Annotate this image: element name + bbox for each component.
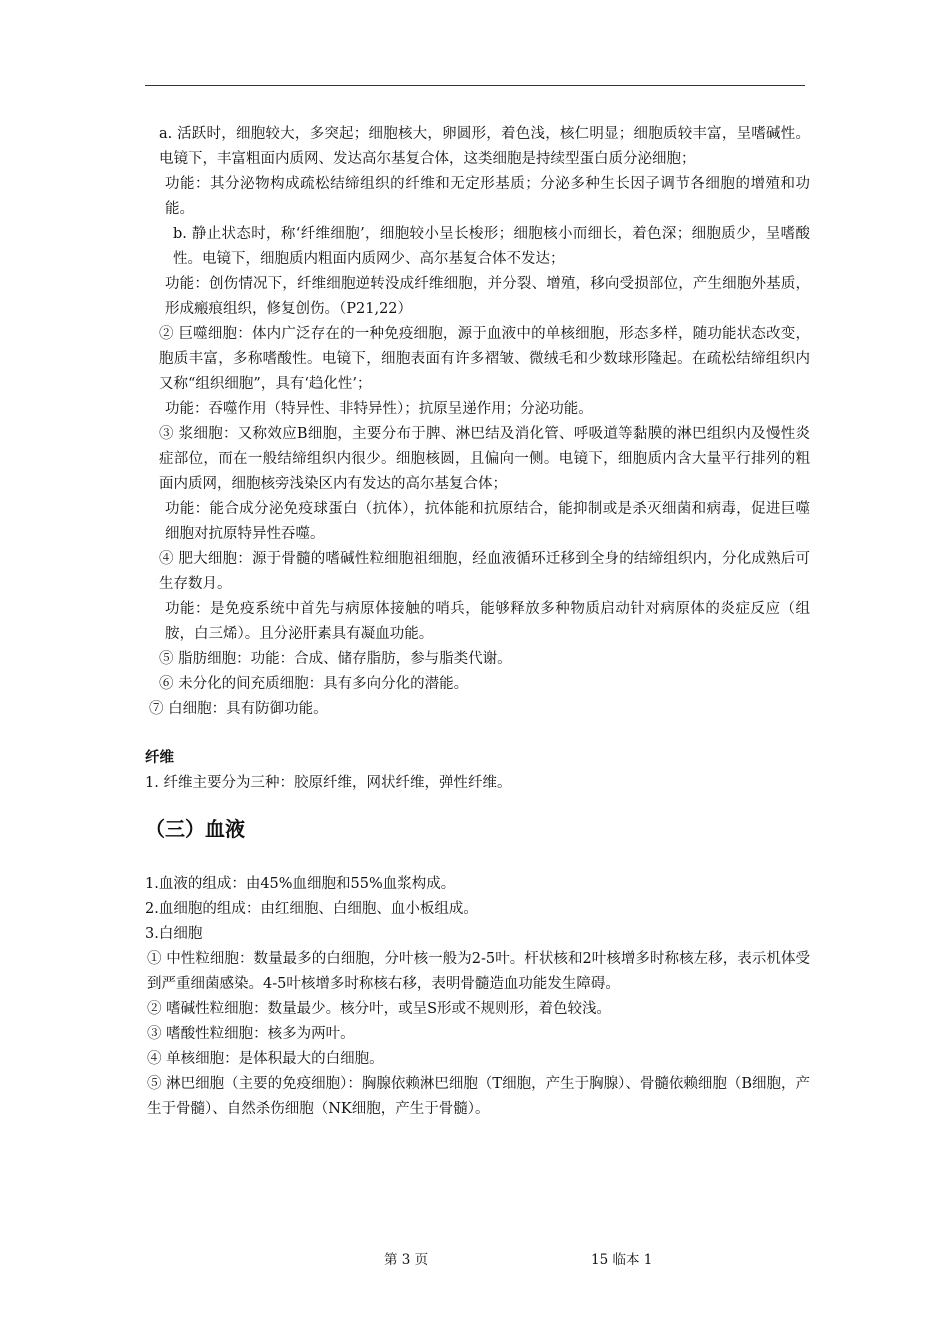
paragraph: 功能：创伤情况下，纤维细胞逆转没成纤维细胞，并分裂、增殖，移向受损部位，产生细胞外基质，形成瘢痕组织，修复创伤。（P21,22） — [165, 276, 810, 317]
paragraph: 2.血细胞的组成：由红细胞、白细胞、血小板组成。 — [145, 901, 478, 917]
paragraph: ⑥ 未分化的间充质细胞：具有多向分化的潜能。 — [159, 676, 469, 692]
paragraph: ⑤ 淋巴细胞（主要的免疫细胞）：胸腺依赖淋巴细胞（T细胞，产生于胸腺）、骨髓依赖细胞（B细胞，产生于骨髓）、自然杀伤细胞（NK细胞，产生于骨髓）。 — [147, 1076, 810, 1117]
paragraph: 功能：吞噬作用（特异性、非特异性）；抗原呈递作用；分泌功能。 — [165, 401, 593, 417]
paragraph: b. 静止状态时，称‘纤维细胞’，细胞较小呈长梭形；细胞核小而细长，着色深；细胞质少，呈嗜酸性。电镜下，细胞质内粗面内质网少、高尔基复合体不发达； — [173, 226, 810, 267]
section-heading-fiber: 纤维 — [145, 750, 174, 766]
paragraph: ③ 嗜酸性粒细胞：核多为两叶。 — [147, 1026, 355, 1042]
paragraph: 1.血液的组成：由45%血细胞和55%血浆构成。 — [145, 876, 456, 892]
section-heading-blood: （三）血液 — [145, 817, 245, 841]
paragraph: 功能：能合成分泌免疫球蛋白（抗体），抗体能和抗原结合，能抑制或是杀灭细菌和病毒，促进巨噬细胞对抗原特异性吞噬。 — [165, 501, 810, 542]
paragraph: ③ 浆细胞：又称效应B细胞，主要分布于脾、淋巴结及消化管、呼吸道等黏膜的淋巴组织内及慢性炎症部位，而在一般结缔组织内很少。细胞核圆，且偏向一侧。电镜下，细胞质内含大量平行排列的粗面内质网，细胞核旁浅染区内有发达的高尔基复合体； — [159, 426, 810, 492]
paragraph: 功能：其分泌物构成疏松结缔组织的纤维和无定形基质；分泌多种生长因子调节各细胞的增殖和功能。 — [165, 176, 810, 217]
paragraph: ⑤ 脂肪细胞：功能：合成、储存脂肪，参与脂类代谢。 — [159, 651, 512, 667]
paragraph: ② 巨噬细胞：体内广泛存在的一种免疫细胞，源于血液中的单核细胞，形态多样，随功能状态改变，胞质丰富，多称嗜酸性。电镜下，细胞表面有许多褶皱、微绒毛和少数球形隆起。在疏松结缔组织内又称“组织细胞”，具有‘趋化性’； — [159, 326, 810, 392]
paragraph: ④ 肥大细胞：源于骨髓的嗜碱性粒细胞祖细胞，经血液循环迁移到全身的结缔组织内，分化成熟后可生存数月。 — [159, 551, 810, 592]
paragraph: ④ 单核细胞：是体积最大的白细胞。 — [147, 1051, 384, 1067]
paragraph: 功能：是免疫系统中首先与病原体接触的哨兵，能够释放多种物质启动针对病原体的炎症反应（组胺，白三烯）。且分泌肝素具有凝血功能。 — [165, 601, 810, 642]
footer-page-number: 第 3 页 — [384, 1252, 429, 1268]
paragraph: a. 活跃时，细胞较大，多突起；细胞核大，卵圆形，着色浅，核仁明显；细胞质较丰富，呈嗜碱性。电镜下，丰富粗面内质网、发达高尔基复合体，这类细胞是持续型蛋白质分泌细胞； — [159, 126, 810, 167]
header-rule — [145, 85, 805, 86]
paragraph: 1. 纤维主要分为三种：胶原纤维，网状纤维，弹性纤维。 — [145, 775, 512, 791]
paragraph: 3.白细胞 — [145, 926, 203, 942]
footer-label: 15 临本 1 — [591, 1252, 653, 1268]
paragraph: ② 嗜碱性粒细胞：数量最少。核分叶，或呈S形或不规则形，着色较浅。 — [147, 1001, 612, 1017]
paragraph: ① 中性粒细胞：数量最多的白细胞，分叶核一般为2-5叶。杆状核和2叶核增多时称核左移，表示机体受到严重细菌感染。4-5叶核增多时称核右移，表明骨髓造血功能发生障碍。 — [147, 951, 810, 992]
paragraph: ⑦ 白细胞：具有防御功能。 — [149, 701, 328, 717]
page-content — [145, 122, 810, 1122]
